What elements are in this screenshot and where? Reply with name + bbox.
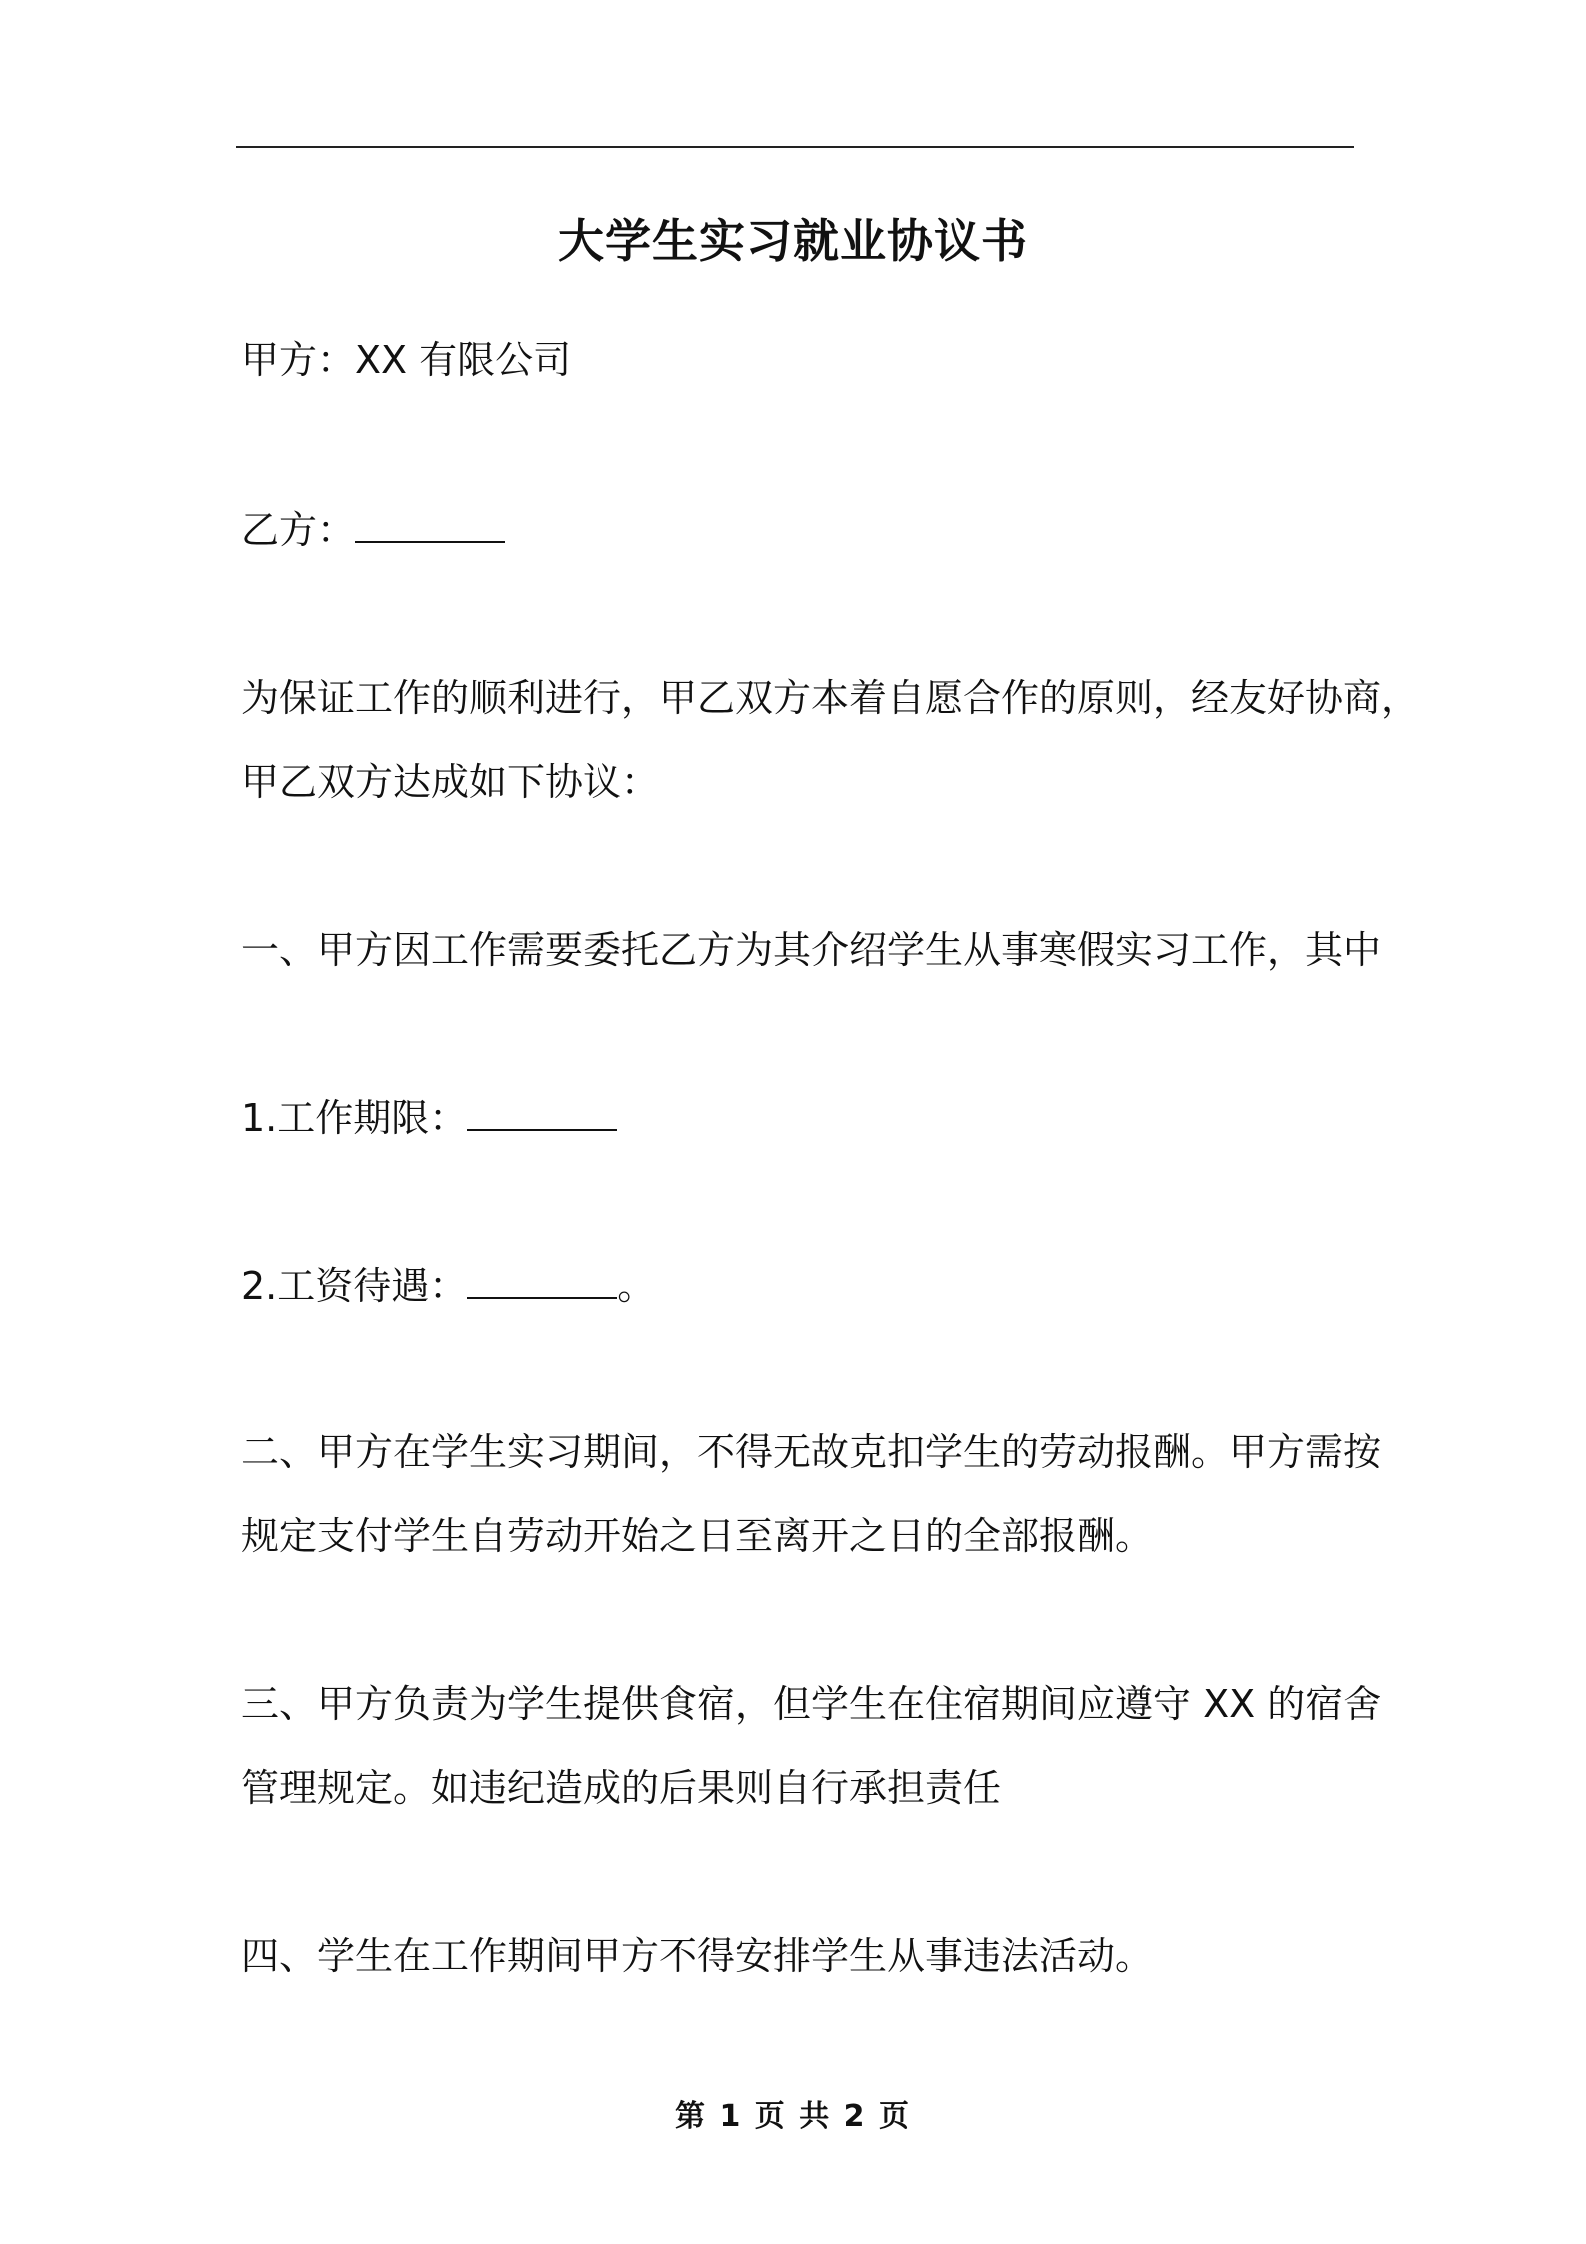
clause-3-line-2: 管理规定。如违纪造成的后果则自行承担责任 [241, 1766, 1002, 1810]
clause-4: 四、学生在工作期间甲方不得安排学生从事违法活动。 [241, 1934, 1154, 1978]
party-b-label: 乙方： [241, 508, 356, 552]
item-2-blank [467, 1263, 617, 1299]
clause-2-line-1: 二、甲方在学生实习期间，不得无故克扣学生的劳动报酬。甲方需按 [241, 1430, 1382, 1474]
header-rule [236, 146, 1354, 148]
intro-line-1: 为保证工作的顺利进行，甲乙双方本着自愿合作的原则，经友好协商， [241, 676, 1420, 720]
item-2-label: 2.工资待遇： [241, 1264, 468, 1308]
party-b-line [241, 506, 505, 554]
clause-3-line-1: 三、甲方负责为学生提供食宿，但学生在住宿期间应遵守 XX 的宿舍 [241, 1682, 1382, 1726]
item-1-label: 1.工作期限： [241, 1096, 468, 1140]
item-1-blank [467, 1095, 617, 1131]
intro-line-2: 甲乙双方达成如下协议： [241, 760, 660, 804]
item-2-suffix: 。 [617, 1264, 656, 1308]
clause-1: 一、甲方因工作需要委托乙方为其介绍学生从事寒假实习工作，其中 [241, 928, 1382, 972]
page-indicator: 第 1 页 共 2 页 [675, 2099, 911, 2134]
clause-2-line-2: 规定支付学生自劳动开始之日至离开之日的全部报酬。 [241, 1514, 1154, 1558]
document-title: 大学生实习就业协议书 [558, 214, 1028, 268]
party-b-blank [355, 507, 505, 543]
item-1-line [241, 1094, 617, 1142]
item-2-line [241, 1262, 655, 1310]
party-a-line: 甲方：XX 有限公司 [241, 338, 572, 382]
